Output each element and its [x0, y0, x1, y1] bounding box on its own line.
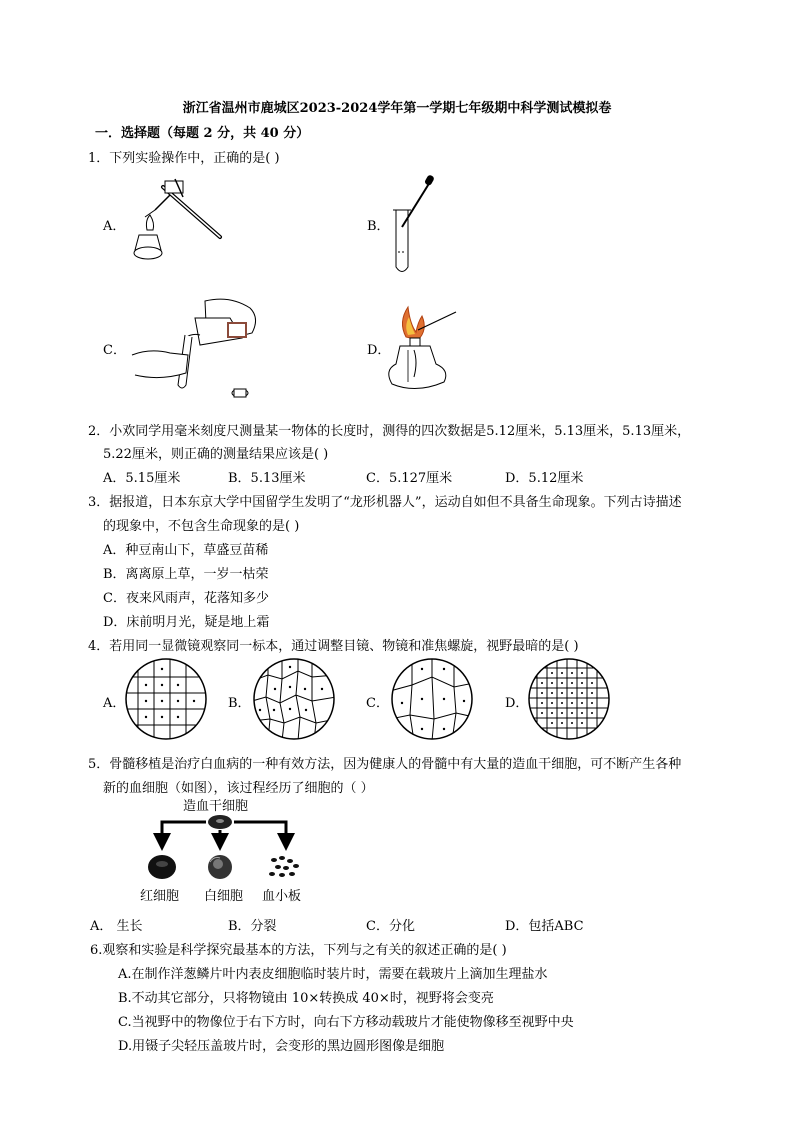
- q6-option-d: D.用镊子尖轻压盖玻片时，会变形的黑边圆形图像是细胞: [118, 1039, 445, 1054]
- q4-label-d: D．: [505, 696, 529, 711]
- q2-option-c: C．5.127厘米: [366, 471, 453, 486]
- q1-image-a: [125, 175, 225, 270]
- q1-stem: 1．下列实验操作中，正确的是( ): [88, 151, 280, 166]
- q1-label-a: A．: [103, 219, 126, 234]
- q1-label-c: C．: [103, 343, 126, 358]
- q4-label-b: B．: [228, 696, 251, 711]
- q6-option-b: B.不动其它部分，只将物镜由 10×转换成 40×时，视野将会变亮: [118, 991, 494, 1006]
- q4-stem: 4．若用同一显微镜观察同一标本，通过调整目镜、物镜和准焦螺旋，视野最暗的是( ): [88, 639, 579, 654]
- q4-label-c: C．: [366, 696, 389, 711]
- q3-stem-line2: 的现象中，不包含生命现象的是( ): [103, 519, 300, 534]
- q5-diagram: [140, 812, 310, 882]
- q2-option-d: D．5.12厘米: [505, 471, 584, 486]
- q5-diagram-red-cell: 红细胞: [140, 889, 180, 904]
- q1-label-d: D．: [367, 343, 391, 358]
- q5-diagram-white-cell: 白细胞: [204, 889, 244, 904]
- q5-option-d: D．包括ABC: [505, 919, 584, 934]
- q2-stem-line1: 2．小欢同学用毫米刻度尺测量某一物体的长度时，测得的四次数据是5.12厘米，5.13厘米，5.13厘米，: [88, 424, 691, 439]
- q6-stem: 6.观察和实验是科学探究最基本的方法，下列与之有关的叙述正确的是( ): [90, 943, 507, 958]
- q6-option-a: A.在制作洋葱鳞片叶内表皮细胞临时装片时，需要在载玻片上滴加生理盐水: [118, 967, 548, 982]
- q3-option-c: C．夜来风雨声，花落知多少: [103, 591, 269, 606]
- q5-diagram-top-label: 造血干细胞: [183, 799, 249, 814]
- q5-stem-line2: 新的血细胞（如图），该过程经历了细胞的（ ）: [103, 781, 374, 796]
- q4-field-b: [252, 657, 336, 741]
- q6-option-c: C.当视野中的物像位于右下方时，向右下方移动载玻片才能使物像移至视野中央: [118, 1015, 574, 1030]
- q1-image-b: [388, 172, 448, 277]
- q3-option-a: A．种豆南山下，草盛豆苗稀: [103, 543, 269, 558]
- q3-stem-line1: 3．据报道，日本东京大学中国留学生发明了“龙形机器人”，运动自如但不具备生命现象。下列古诗描述: [88, 495, 682, 510]
- section-heading: 一．选择题（每题 2 分，共 40 分）: [95, 126, 310, 141]
- q4-field-a: [124, 657, 208, 741]
- q3-option-b: B．离离原上草，一岁一枯荣: [103, 567, 269, 582]
- q2-option-b: B．5.13厘米: [228, 471, 306, 486]
- q1-label-b: B．: [367, 219, 390, 234]
- q5-diagram-platelet: 血小板: [262, 889, 302, 904]
- q4-field-d: [527, 657, 611, 741]
- q2-stem-line2: 5.22厘米，则正确的测量结果应该是( ): [103, 447, 329, 462]
- q1-image-d: [388, 302, 468, 397]
- q2-option-a: A．5.15厘米: [103, 471, 181, 486]
- q5-stem-line1: 5．骨髓移植是治疗白血病的一种有效方法，因为健康人的骨髓中有大量的造血干细胞，可不断产生各种: [88, 757, 682, 772]
- q5-option-c: C．分化: [366, 919, 415, 934]
- q5-option-a: A． 生长: [90, 919, 143, 934]
- exam-title: 浙江省温州市鹿城区2023-2024学年第一学期七年级期中科学测试模拟卷: [182, 101, 612, 116]
- q5-option-b: B．分裂: [228, 919, 277, 934]
- q1-image-c: [130, 293, 275, 405]
- q3-option-d: D．床前明月光，疑是地上霜: [103, 615, 270, 630]
- q4-label-a: A．: [103, 696, 126, 711]
- q4-field-c: [390, 657, 474, 741]
